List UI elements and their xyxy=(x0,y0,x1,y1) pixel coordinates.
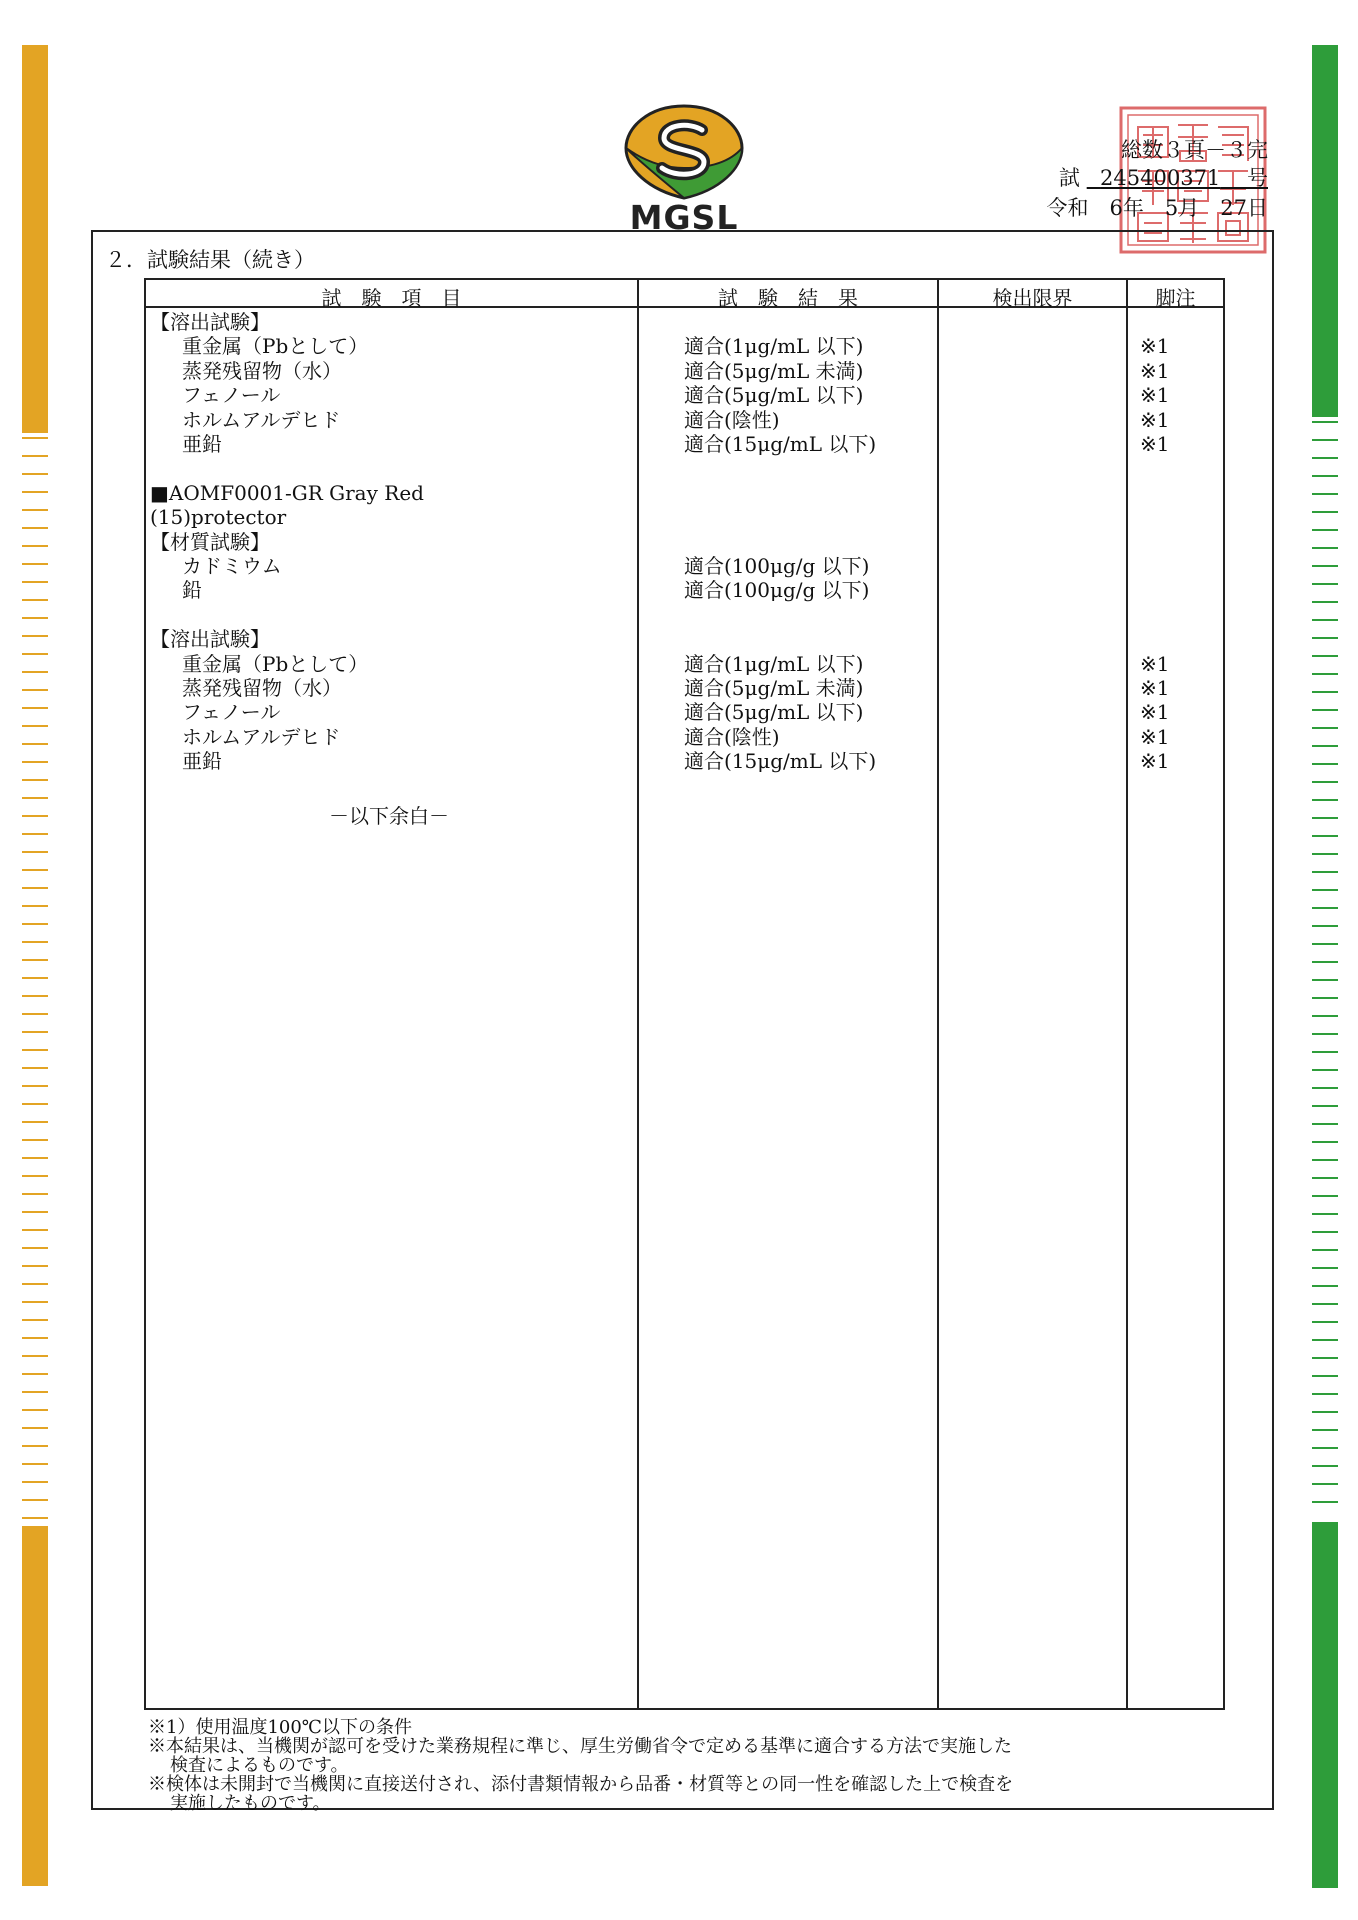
footnote-line: ※検体は未開封で当機関に直接送付され、添付書類情報から品番・材質等との同一性を確認した上で検査を xyxy=(148,1774,1014,1795)
header-detection-limit: 検出限界 xyxy=(992,286,1073,310)
row-test-item: 【溶出試験】 xyxy=(150,310,270,334)
column-divider xyxy=(937,278,939,1710)
footnote-line: ※本結果は、当機関が認可を受けた業務規程に準じ、厚生労働省令で定める基準に適合する方法で実施した xyxy=(148,1736,1012,1757)
right-tick-marks xyxy=(1312,421,1338,1518)
header-test-result: 試 験 結 果 xyxy=(718,286,858,310)
row-test-result: 適合(5μg/mL 未満) xyxy=(684,359,864,383)
row-test-item: 蒸発残留物（水） xyxy=(182,359,342,383)
right-green-bar-top xyxy=(1312,45,1338,417)
row-test-result: 適合(15μg/mL 以下) xyxy=(684,749,877,773)
row-footnote: ※1 xyxy=(1140,432,1170,456)
right-green-bar-bottom xyxy=(1312,1522,1338,1888)
row-test-item: 鉛 xyxy=(182,578,202,602)
row-test-result: 適合(5μg/mL 未満) xyxy=(684,676,864,700)
row-test-item: ホルムアルデヒド xyxy=(182,408,341,432)
row-test-item: 亜鉛 xyxy=(182,749,222,773)
row-test-result: 適合(100μg/g 以下) xyxy=(684,554,870,578)
header-test-item: 試 験 項 目 xyxy=(321,286,462,310)
left-tick-marks xyxy=(22,437,48,1522)
row-test-item: 重金属（Pbとして） xyxy=(182,334,369,358)
column-divider xyxy=(637,278,639,1710)
left-orange-bar-top xyxy=(22,45,48,433)
row-test-item: ホルムアルデヒド xyxy=(182,725,341,749)
footnote-line: 実施したものです。 xyxy=(170,1793,331,1814)
test-number-digits: 245400371 xyxy=(1100,166,1221,190)
test-number-suffix: 号 xyxy=(1247,166,1268,190)
row-footnote: ※1 xyxy=(1140,334,1170,358)
row-test-item: 蒸発残留物（水） xyxy=(182,676,342,700)
section-title: ２．試験結果（続き） xyxy=(105,248,315,272)
footnote-line: ※1）使用温度100℃以下の条件 xyxy=(148,1717,412,1738)
row-footnote: ※1 xyxy=(1140,652,1170,676)
footnotes xyxy=(148,1718,1013,1813)
issue-date: 令和 6年 5月 27日 xyxy=(1046,196,1268,220)
row-footnote: ※1 xyxy=(1140,676,1170,700)
row-test-item: フェノール xyxy=(182,700,281,724)
row-footnote: ※1 xyxy=(1140,408,1170,432)
row-test-item: ■AOMF0001-GR Gray Red xyxy=(150,481,424,505)
column-divider xyxy=(1126,278,1128,1710)
logo-text: MGSL xyxy=(629,198,739,237)
test-number xyxy=(1059,162,1268,192)
row-test-result: 適合(1μg/mL 以下) xyxy=(684,652,864,676)
row-footnote: ※1 xyxy=(1140,749,1170,773)
test-number-prefix: 試 xyxy=(1059,166,1080,190)
header-footnote: 脚注 xyxy=(1155,286,1196,310)
row-test-result: 適合(5μg/mL 以下) xyxy=(684,383,864,407)
row-test-item: 亜鉛 xyxy=(182,432,222,456)
row-footnote: ※1 xyxy=(1140,725,1170,749)
footnote-line: 検査によるものです。 xyxy=(170,1755,349,1776)
total-pages: 総数３頁－３完 xyxy=(1121,138,1268,162)
row-footnote: ※1 xyxy=(1140,700,1170,724)
row-test-result: 適合(陰性) xyxy=(684,725,780,749)
row-test-item: (15)protector xyxy=(150,505,287,529)
row-test-result: 適合(5μg/mL 以下) xyxy=(684,700,864,724)
row-test-item: 重金属（Pbとして） xyxy=(182,652,369,676)
row-test-item: 【材質試験】 xyxy=(150,530,270,554)
row-footnote: ※1 xyxy=(1140,383,1170,407)
row-test-item: カドミウム xyxy=(182,554,282,578)
test-number-value xyxy=(1087,166,1268,190)
row-test-result: 適合(陰性) xyxy=(684,408,780,432)
row-test-result: 適合(15μg/mL 以下) xyxy=(684,432,877,456)
row-test-item: 【溶出試験】 xyxy=(150,627,270,651)
row-test-result: 適合(100μg/g 以下) xyxy=(684,578,870,602)
row-test-result: 適合(1μg/mL 以下) xyxy=(684,334,864,358)
row-test-item: フェノール xyxy=(182,383,281,407)
row-footnote: ※1 xyxy=(1140,359,1170,383)
left-orange-bar-bottom xyxy=(22,1526,48,1886)
end-of-content-mark: －以下余白－ xyxy=(329,804,449,828)
